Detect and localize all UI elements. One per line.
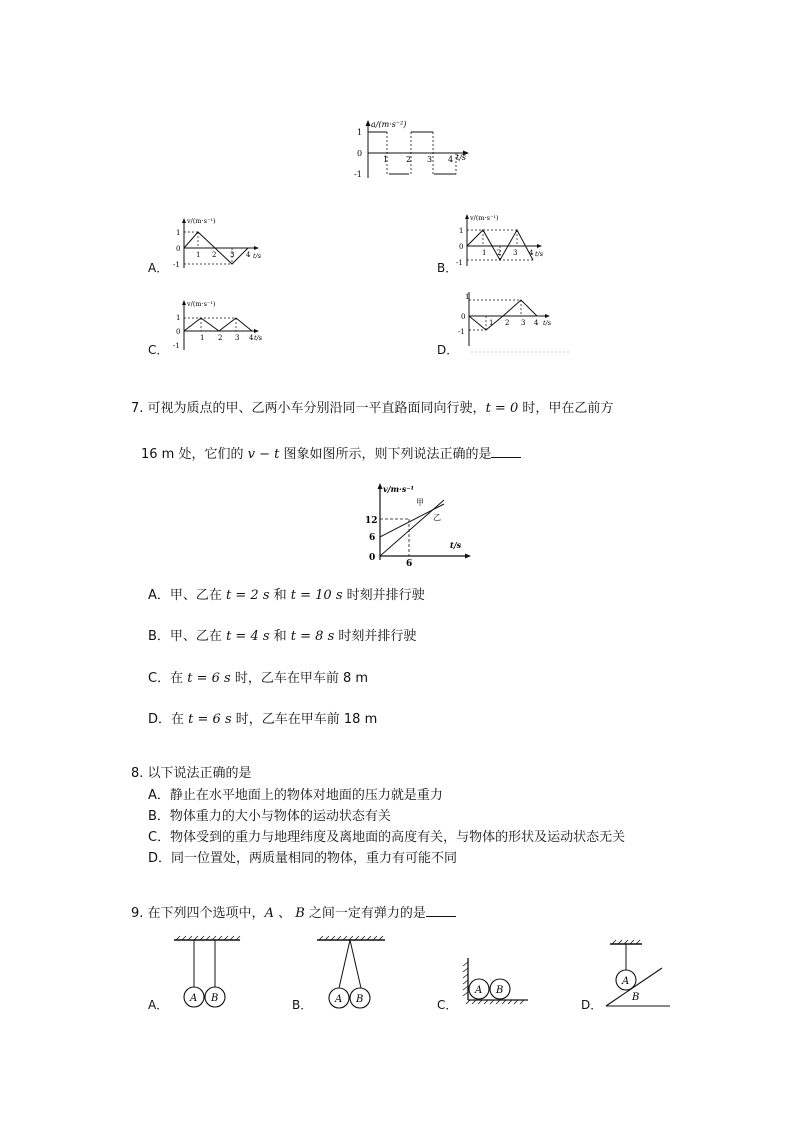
q6-b-xtick: 2 xyxy=(497,249,502,257)
q8-option-b[interactable]: B．物体重力的大小与物体的运动状态有关 xyxy=(148,809,391,824)
q6-a-xtick: 3 xyxy=(230,251,235,259)
q9-option-d-label[interactable]: D． xyxy=(581,998,603,1012)
q6-main-xlabel: t/s xyxy=(456,153,467,162)
q6-c-ytick: 0 xyxy=(176,328,181,336)
q6-option-c-graph xyxy=(170,298,270,353)
q6-a-xtick: 1 xyxy=(196,251,201,259)
q9-a-ball-a: A xyxy=(190,993,198,1004)
q9-label-a: A xyxy=(264,906,274,921)
q6-b-xtick: 1 xyxy=(482,249,487,257)
q7-ytick: 6 xyxy=(369,533,376,543)
q6-option-a-graph xyxy=(170,216,270,271)
q8-option-a[interactable]: A．静止在水平地面上的物体对地面的压力就是重力 xyxy=(148,788,443,803)
q7-xtick: 6 xyxy=(406,559,413,568)
q9-stem-a: 在下列四个选项中， xyxy=(147,906,265,921)
q6-c-ytick: -1 xyxy=(173,342,180,350)
q6-d-ytick: -1 xyxy=(458,328,465,336)
q9-option-b-label[interactable]: B． xyxy=(292,998,313,1012)
q7-line1-b: t = 0 xyxy=(485,401,519,416)
q9-option-c-figure xyxy=(458,954,533,1006)
q6-option-b-graph xyxy=(455,212,555,270)
q8-stem-text: 以下说法正确的是 xyxy=(147,766,252,781)
q6-c-xtick: 4 xyxy=(249,334,254,342)
q6-c-ylabel: v/(m·s⁻¹) xyxy=(187,300,216,308)
q7-option-b[interactable]: B．甲、乙在 t = 4 s 和 t = 8 s 时刻并排行驶 xyxy=(148,629,417,644)
q8-option-d[interactable]: D．同一位置处，两质量相同的物体，重力有可能不同 xyxy=(148,851,458,866)
q7-answer-blank[interactable] xyxy=(491,443,521,458)
q6-b-xtick: 3 xyxy=(513,249,518,257)
q6-main-xtick: 3 xyxy=(427,155,433,164)
q6-b-ylabel: v/(m·s⁻¹) xyxy=(470,214,499,222)
q6-b-ytick: -1 xyxy=(456,259,463,267)
q9-option-c-label[interactable]: C． xyxy=(437,998,458,1012)
q6-a-ylabel: v/(m·s⁻¹) xyxy=(187,217,216,225)
q6-d-ytick: 0 xyxy=(461,313,466,321)
q6-d-xtick: 2 xyxy=(505,319,510,327)
q9-stem: 9. 在下列四个选项中，A 、 B 之间一定有弹力的是 xyxy=(131,902,456,923)
q6-main-graph xyxy=(350,118,475,183)
q9-c-ball-b: B xyxy=(496,985,504,996)
q9-option-a-label[interactable]: A． xyxy=(148,998,169,1012)
q6-c-ytick: 1 xyxy=(176,314,181,322)
q7-vt-graph xyxy=(360,478,480,568)
q6-option-c-label[interactable]: C． xyxy=(148,343,169,357)
q6-d-xlabel: t/s xyxy=(543,319,552,327)
q6-c-xlabel: t/s xyxy=(254,334,263,342)
q6-a-ytick: -1 xyxy=(173,261,180,269)
q9-d-ball-a: A xyxy=(622,976,630,987)
q6-b-xtick: 4 xyxy=(529,249,534,257)
q7-line2-b: v − t xyxy=(247,447,280,462)
q6-main-xtick: 2 xyxy=(406,155,412,164)
q7-option-c[interactable]: C．在 t = 6 s 时，乙车在甲车前 8 m xyxy=(148,671,369,686)
q8-option-c[interactable]: C．物体受到的重力与地理纬度及离地面的高度有关，与物体的形状及运动状态无关 xyxy=(148,830,626,845)
q6-option-d-graph xyxy=(455,290,575,356)
q6-option-b-label[interactable]: B． xyxy=(437,261,458,275)
q7-stem-line1 xyxy=(131,400,613,418)
q7-ylabel: v/m·s⁻¹ xyxy=(383,484,415,494)
q9-answer-blank[interactable] xyxy=(426,902,456,917)
q6-a-xtick: 2 xyxy=(212,251,217,259)
q6-c-xtick: 2 xyxy=(218,334,223,342)
q9-b-ball-b: B xyxy=(356,994,364,1005)
q7-ytick: 0 xyxy=(369,553,376,563)
q8-stem xyxy=(131,765,252,783)
q6-option-a-label[interactable]: A． xyxy=(148,261,169,275)
q9-a-ball-b: B xyxy=(211,993,219,1004)
q6-d-xtick: 1 xyxy=(489,319,494,327)
q9-d-ball-b: B xyxy=(632,992,640,1003)
q6-a-xtick: 4 xyxy=(246,251,251,259)
q9-label-b: B xyxy=(295,906,305,921)
q7-line1-a: 可视为质点的甲、乙两小车分别沿同一平直路面同向行驶， xyxy=(147,401,486,416)
q6-b-ytick: 0 xyxy=(459,243,464,251)
q9-option-b-figure xyxy=(313,932,388,1012)
q6-main-xtick: 4 xyxy=(448,155,454,164)
q7-option-a[interactable]: A．甲、乙在 t = 2 s 和 t = 10 s 时刻并排行驶 xyxy=(148,588,425,603)
q6-a-ytick: 0 xyxy=(176,245,181,253)
q9-number: 9. xyxy=(131,906,144,921)
q9-option-d-figure xyxy=(600,936,675,1012)
q7-ytick: 12 xyxy=(365,516,378,526)
q6-a-xlabel: t/s xyxy=(253,252,262,260)
q7-stem-line2 xyxy=(141,443,521,464)
q7-line2-a: 16 m 处，它们的 xyxy=(141,447,248,462)
q8-number: 8. xyxy=(131,766,144,781)
q9-option-a-figure xyxy=(170,932,245,1012)
q6-option-d-label[interactable]: D． xyxy=(437,343,459,357)
q7-line1-c: 时，甲在乙前方 xyxy=(518,401,614,416)
q6-main-xtick: 1 xyxy=(383,155,389,164)
q7-line2-c: 图象如图所示，则下列说法正确的是 xyxy=(279,447,492,462)
q6-c-xtick: 3 xyxy=(235,334,240,342)
q6-main-ytick: -1 xyxy=(354,170,362,179)
q6-d-xtick: 3 xyxy=(521,319,526,327)
q9-b-ball-a: A xyxy=(335,994,343,1005)
q6-main-ytick: 0 xyxy=(357,149,363,158)
q6-d-xtick: 4 xyxy=(534,319,539,327)
q6-main-ylabel: a/(m·s⁻²) xyxy=(371,120,407,129)
q6-b-xlabel: t/s xyxy=(535,250,544,258)
q7-option-d[interactable]: D．在 t = 6 s 时，乙车在甲车前 18 m xyxy=(148,712,378,727)
q9-stem-b: 之间一定有弹力的是 xyxy=(304,906,426,921)
q7-label-jia: 甲 xyxy=(416,498,424,507)
q6-a-ytick: 1 xyxy=(176,229,181,237)
q6-b-ytick: 1 xyxy=(459,227,464,235)
q7-number: 7. xyxy=(131,401,144,416)
q7-xlabel: t/s xyxy=(450,540,462,550)
q6-main-ytick: 1 xyxy=(357,128,363,137)
q6-c-xtick: 1 xyxy=(200,334,205,342)
q9-c-ball-a: A xyxy=(475,985,483,996)
q7-label-yi: 乙 xyxy=(433,513,441,522)
q6-d-ytick: 1 xyxy=(465,293,470,301)
